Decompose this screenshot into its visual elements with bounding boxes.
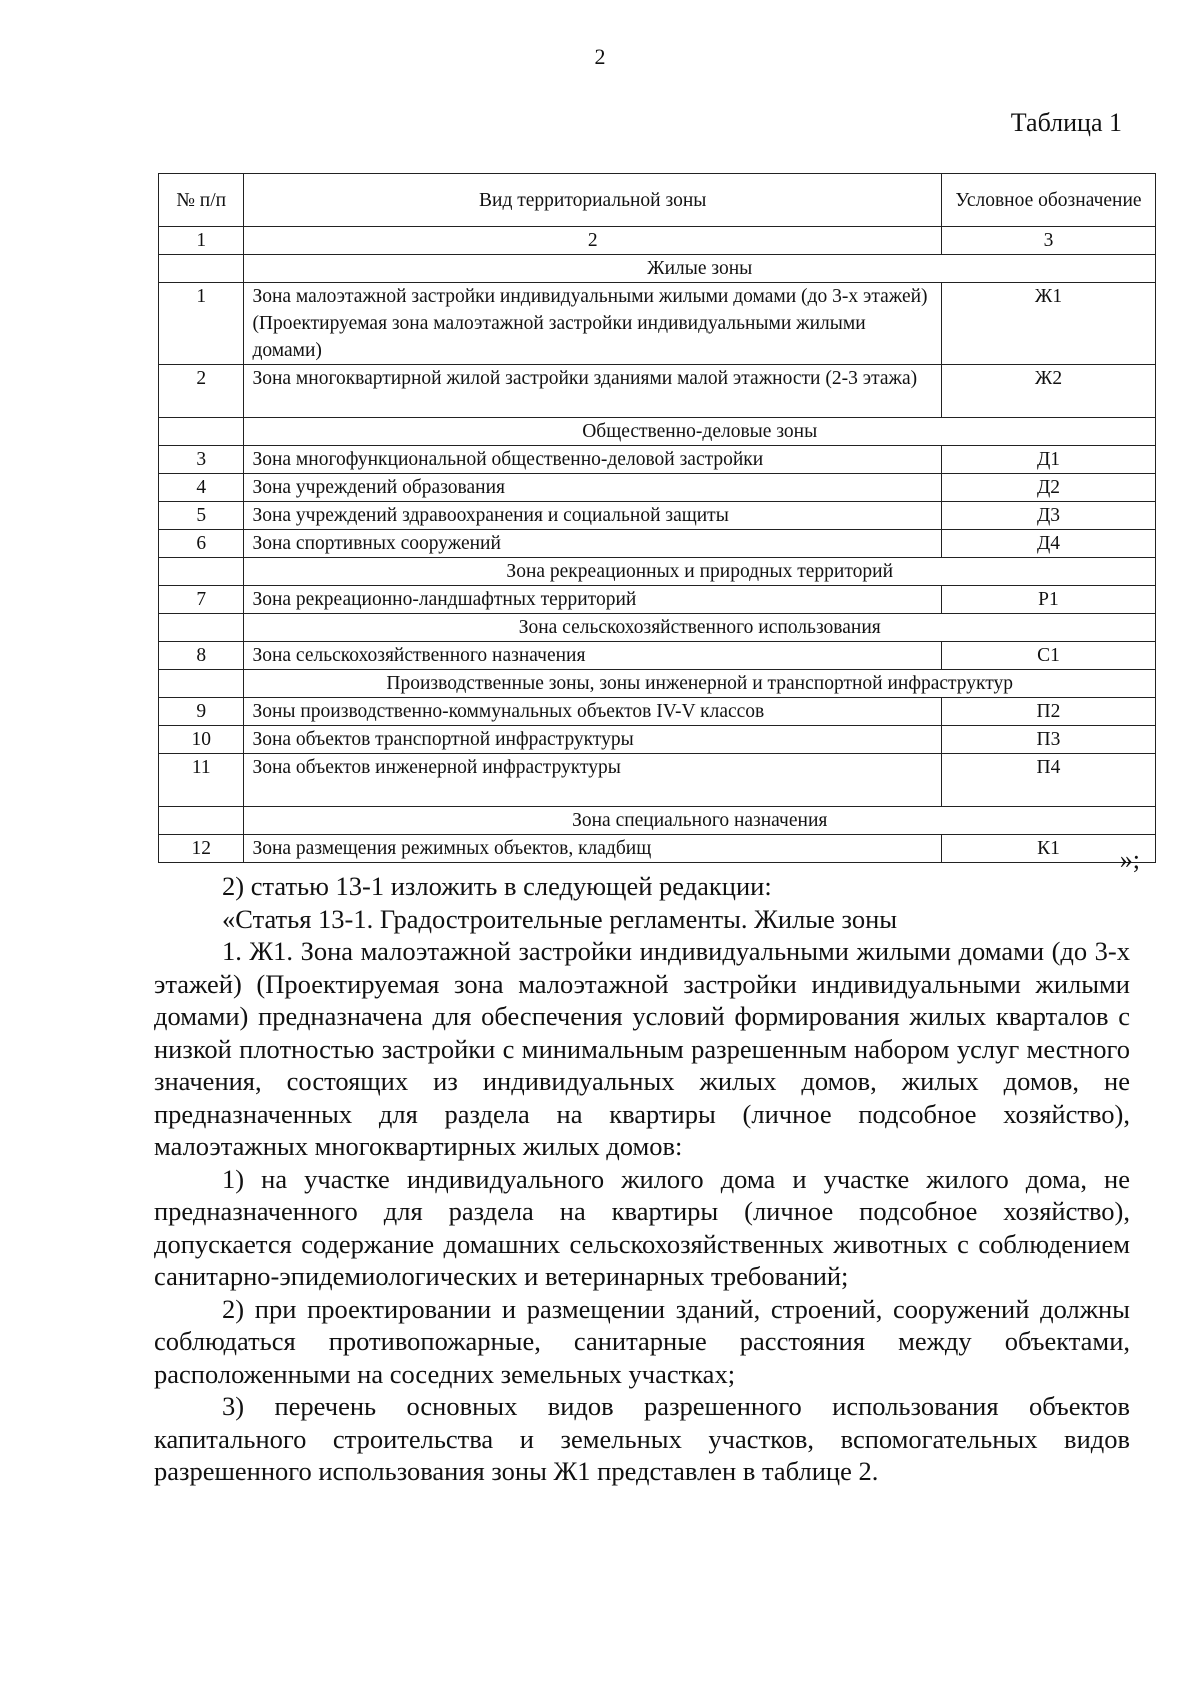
section-row xyxy=(159,255,1156,283)
row-code: П4 xyxy=(941,754,1155,807)
header-code: Условное обозначение xyxy=(941,174,1155,227)
section-row xyxy=(159,614,1156,642)
section-title: Зона рекреационных и природных территорий xyxy=(244,558,1156,586)
row-code: К1 xyxy=(941,835,1155,863)
section-title: Общественно-деловые зоны xyxy=(244,418,1156,446)
document-body xyxy=(154,870,1130,1488)
table-row xyxy=(159,698,1156,726)
row-num: 4 xyxy=(159,474,244,502)
row-name: Зона объектов транспортной инфраструктуры xyxy=(244,726,942,754)
paragraph-item-2: 2) при проектировании и размещении зданий, строений, сооружений должны соблюдаться противопожарные, санитарные расстояния между объектами, расположенными на соседних земельных участках; xyxy=(154,1293,1130,1389)
section-title: Производственные зоны, зоны инженерной и транспортной инфраструктур xyxy=(244,670,1156,698)
table-row xyxy=(159,835,1156,863)
row-name: Зоны производственно-коммунальных объектов IV-V классов xyxy=(244,698,942,726)
table-caption: Таблица 1 xyxy=(1010,108,1122,137)
row-name: Зона размещения режимных объектов, кладбищ xyxy=(244,835,942,863)
row-num: 6 xyxy=(159,530,244,558)
paragraph-item-3: 3) перечень основных видов разрешенного использования объектов капитального строительства и земельных участков, вспомогательных видов разрешенного использования зоны Ж1 представлен в таблице 2. xyxy=(154,1391,1130,1486)
table-row xyxy=(159,474,1156,502)
header-name: Вид территориальной зоны xyxy=(244,174,942,227)
row-num: 2 xyxy=(159,365,244,418)
row-num: 10 xyxy=(159,726,244,754)
table-row xyxy=(159,586,1156,614)
closing-quote-mark: »; xyxy=(1119,845,1140,874)
row-name: Зона многофункциональной общественно-деловой застройки xyxy=(244,446,942,474)
row-code: Д1 xyxy=(941,446,1155,474)
paragraph-zone-j1: 1. Ж1. Зона малоэтажной застройки индивидуальными жилыми домами (до 3-х этажей) (Проектируемая зона малоэтажной застройки индивидуальными жилыми домами) предназначена для обеспечения условий формирования жилых кварталов с низкой плотностью застройки с минимальным разрешенным набором услуг местного значения, состоящих из индивидуальных жилых домов, жилых домов, не предназначенных для раздела на квартиры (личное подсобное хозяйство), малоэтажных многоквартирных жилых домов: xyxy=(154,936,1130,1161)
article-heading: «Статья 13-1. Градостроительные регламенты. Жилые зоны xyxy=(222,903,898,934)
row-name: Зона многоквартирной жилой застройки зданиями малой этажности (2-3 этажа) xyxy=(244,365,942,418)
row-code: Ж1 xyxy=(941,283,1155,365)
row-name: Зона объектов инженерной инфраструктуры xyxy=(244,754,942,807)
zones-table xyxy=(158,173,1156,863)
table-row xyxy=(159,726,1156,754)
section-row xyxy=(159,670,1156,698)
row-num: 9 xyxy=(159,698,244,726)
paragraph-amendment: 2) статью 13-1 изложить в следующей редакции: xyxy=(222,871,772,901)
table-row xyxy=(159,283,1156,365)
row-name: Зона сельскохозяйственного назначения xyxy=(244,642,942,670)
table-row xyxy=(159,642,1156,670)
section-row xyxy=(159,558,1156,586)
row-num: 7 xyxy=(159,586,244,614)
section-row xyxy=(159,418,1156,446)
row-code: Д3 xyxy=(941,502,1155,530)
row-name: Зона спортивных сооружений xyxy=(244,530,942,558)
header-num: № п/п xyxy=(159,174,244,227)
row-num: 1 xyxy=(159,283,244,365)
paragraph-item-1: 1) на участке индивидуального жилого дома и участке жилого дома, не предназначенного для раздела на квартиры (личное подсобное хозяйство), допускается содержание домашних сельскохозяйственных животных с соблюдением санитарно-эпидемиологических и ветеринарных требований; xyxy=(154,1163,1130,1291)
table-row xyxy=(159,754,1156,807)
col-index-1: 1 xyxy=(159,227,244,255)
row-code: Р1 xyxy=(941,586,1155,614)
section-title: Зона сельскохозяйственного использования xyxy=(244,614,1156,642)
row-code: Д2 xyxy=(941,474,1155,502)
col-index-3: 3 xyxy=(941,227,1155,255)
page-number: 2 xyxy=(594,44,606,69)
row-code: Д4 xyxy=(941,530,1155,558)
row-num: 3 xyxy=(159,446,244,474)
section-title: Зона специального назначения xyxy=(244,807,1156,835)
row-name: Зона учреждений здравоохранения и социальной защиты xyxy=(244,502,942,530)
row-code: С1 xyxy=(941,642,1155,670)
table-row xyxy=(159,365,1156,418)
row-code: П2 xyxy=(941,698,1155,726)
section-row xyxy=(159,807,1156,835)
row-code: Ж2 xyxy=(941,365,1155,418)
row-num: 8 xyxy=(159,642,244,670)
row-code: П3 xyxy=(941,726,1155,754)
row-num: 5 xyxy=(159,502,244,530)
col-index-2: 2 xyxy=(244,227,942,255)
table-row xyxy=(159,446,1156,474)
row-name: Зона рекреационно-ландшафтных территорий xyxy=(244,586,942,614)
section-title: Жилые зоны xyxy=(244,255,1156,283)
row-name: Зона учреждений образования xyxy=(244,474,942,502)
table-row xyxy=(159,530,1156,558)
row-num: 11 xyxy=(159,754,244,807)
row-num: 12 xyxy=(159,835,244,863)
table-row xyxy=(159,502,1156,530)
row-name: Зона малоэтажной застройки индивидуальными жилыми домами (до 3-х этажей) (Проектируемая зона малоэтажной застройки индивидуальными жилыми домами) xyxy=(244,283,942,365)
